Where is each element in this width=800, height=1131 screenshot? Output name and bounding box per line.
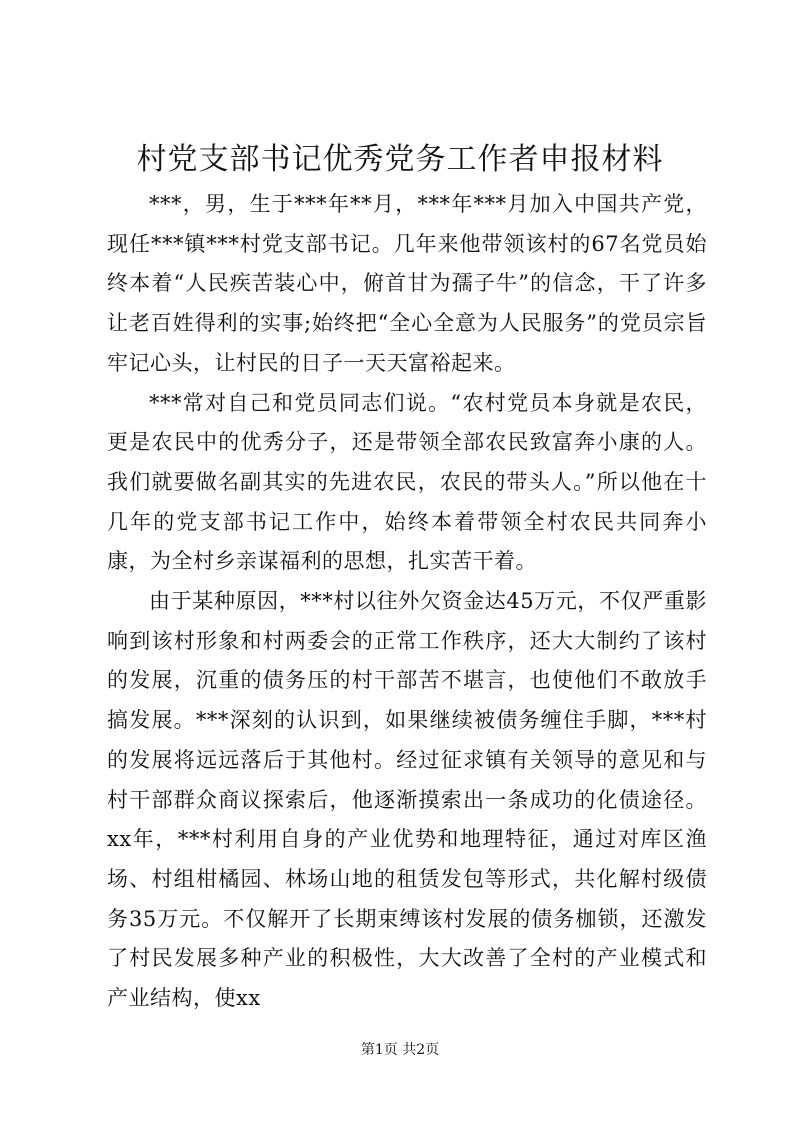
paragraph-debt: 由于某种原因，***村以往外欠资金达45万元，不仅严重影响到该村形象和村两委会的正常工作秩序，还大大制约了该村的发展，沉重的债务压的村干部苦不堪言，也使他们不敢放手搞发展。***深刻的认识到，如果继续被债务缠住手脚，***村的发展将远远落后于其他村。经过征求镇有关领导的意见和与村干部群众商议探索后，他逐渐摸索出一条成功的化债途径。xx年，***村利用自身的产业优势和地理特征，通过对库区渔场、村组柑橘园、林场山地的租赁发包等形式，共化解村级债务35万元。不仅解开了长期束缚该村发展的债务枷锁，还激发了村民发展多种产业的积极性，大大改善了全村的产业模式和产业结构，使xx: [107, 589, 707, 1011]
document-title: 村党支部书记优秀党务工作者申报材料: [136, 142, 664, 177]
document-body: [107, 185, 707, 1019]
paragraph-intro: ***，男，生于***年**月，***年***月加入中国共产党，现任***镇***村党支部书记。几年来他带领该村的67名党员始终本着“人民疾苦装心中，俯首甘为孺子牛”的信念，干了许多让老百姓得利的实事;始终把“全心全意为人民服务”的党员宗旨牢记心头，让村民的日子一天天富裕起来。: [107, 192, 707, 375]
page-footer: 第1页 共2页: [360, 1042, 440, 1058]
paragraph-quote: ***常对自己和党员同志们说。“农村党员本身就是农民，更是农民中的优秀分子，还是带领全部农民致富奔小康的人。我们就要做名副其实的先进农民，农民的带头人。”所以他在十几年的党支部书记工作中，始终本着带领全村农民共同奔小康，为全村乡亲谋福利的思想，扎实苦干着。: [107, 390, 707, 574]
